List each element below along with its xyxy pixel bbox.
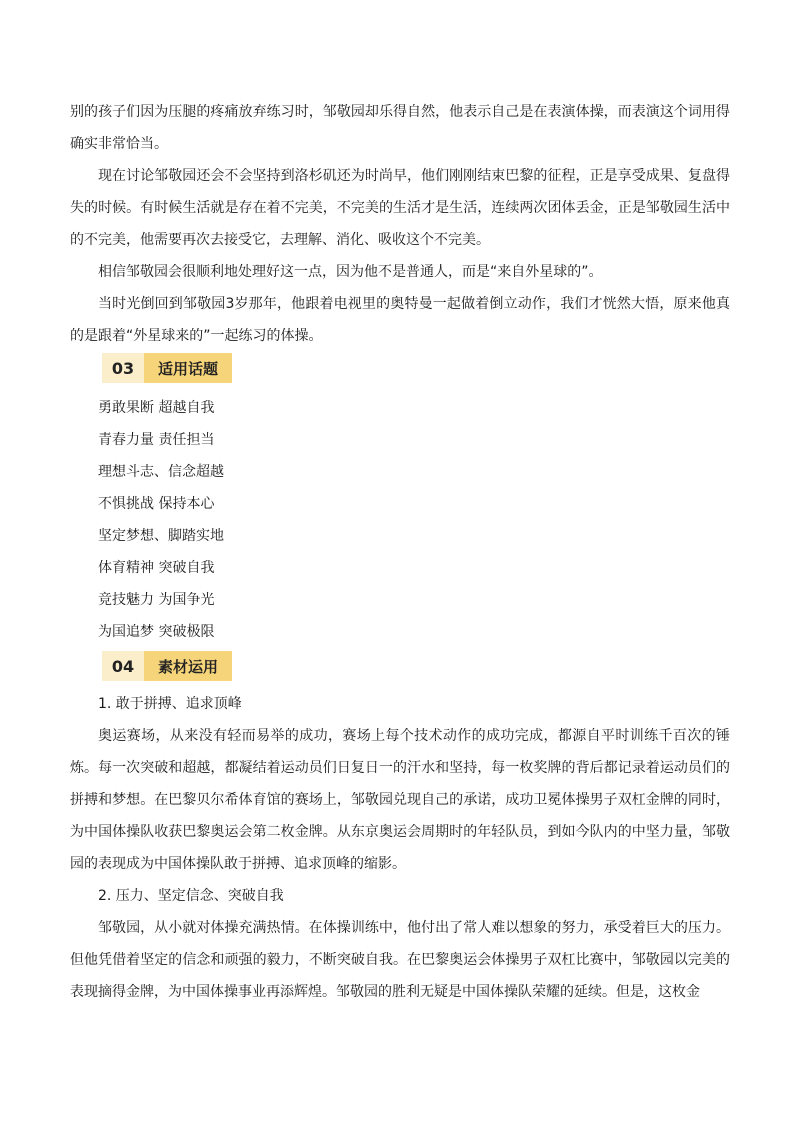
intro-paragraph-3: 相信邹敬园会很顺利地处理好这一点，因为他不是普通人，而是“来自外星球的”。 [98, 264, 603, 280]
section-number-04: 04 [102, 651, 144, 681]
usage-item-body-2: 邹敬园，从小就对体操充满热情。在体操训练中，他付出了常人难以想象的努力，承受着巨大的压力。但他凭借着坚定的信念和顽强的毅力，不断突破自我。在巴黎奥运会体操男子双杠比赛中，邹敬园以完美的表现摘得金牌，为中国体操事业再添辉煌。邹敬园的胜利无疑是中国体操队荣耀的延续。但是，这枚金 [70, 920, 730, 1000]
topic-item: 为国追梦 突破极限 [98, 624, 215, 640]
section-heading-03 [102, 353, 232, 383]
topic-list [98, 392, 224, 648]
topic-item: 不惧挑战 保持本心 [98, 496, 215, 512]
topic-item: 青春力量 责任担当 [98, 432, 215, 448]
intro-paragraph-1: 别的孩子们因为压腿的疼痛放弃练习时，邹敬园却乐得自然，他表示自己是在表演体操，而表演这个词用得确实非常恰当。 [70, 104, 730, 152]
section-heading-04 [102, 651, 232, 681]
intro-paragraph-2: 现在讨论邹敬园还会不会坚持到洛杉矶还为时尚早，他们刚刚结束巴黎的征程，正是享受成果、复盘得失的时候。有时候生活就是存在着不完美，不完美的生活才是生活，连续两次团体丢金，正是邹敬园生活中的不完美，他需要再次去接受它，去理解、消化、吸收这个不完美。 [70, 168, 730, 248]
intro-paragraph-4: 当时光倒回到邹敬园3岁那年，他跟着电视里的奥特曼一起做着倒立动作，我们才恍然大悟，原来他真的是跟着“外星球来的”一起练习的体操。 [70, 296, 730, 344]
topic-item: 坚定梦想、脚踏实地 [98, 528, 224, 544]
usage-item-body-1: 奥运赛场，从来没有轻而易举的成功，赛场上每个技术动作的成功完成，都源自平时训练千百次的锤炼。每一次突破和超越，都凝结着运动员们日复日一的汗水和坚持，每一枚奖牌的背后都记录着运动员们的拼搏和梦想。在巴黎贝尔希体育馆的赛场上，邹敬园兑现自己的承诺，成功卫冕体操男子双杠金牌的同时，为中国体操队收获巴黎奥运会第二枚金牌。从东京奥运会周期时的年轻队员，到如今队内的中坚力量，邹敬园的表现成为中国体操队敢于拼搏、追求顶峰的缩影。 [70, 728, 730, 872]
usage-item-title-1: 1. 敢于拼搏、追求顶峰 [98, 696, 242, 712]
topic-item: 竞技魅力 为国争光 [98, 592, 215, 608]
topic-item: 体育精神 突破自我 [98, 560, 215, 576]
section-label-topics: 适用话题 [144, 353, 232, 383]
section-label-usage: 素材运用 [144, 651, 232, 681]
topic-item: 勇敢果断 超越自我 [98, 400, 215, 416]
section-number-03: 03 [102, 353, 144, 383]
topic-item: 理想斗志、信念超越 [98, 464, 224, 480]
usage-item-title-2: 2. 压力、坚定信念、突破自我 [98, 888, 284, 904]
